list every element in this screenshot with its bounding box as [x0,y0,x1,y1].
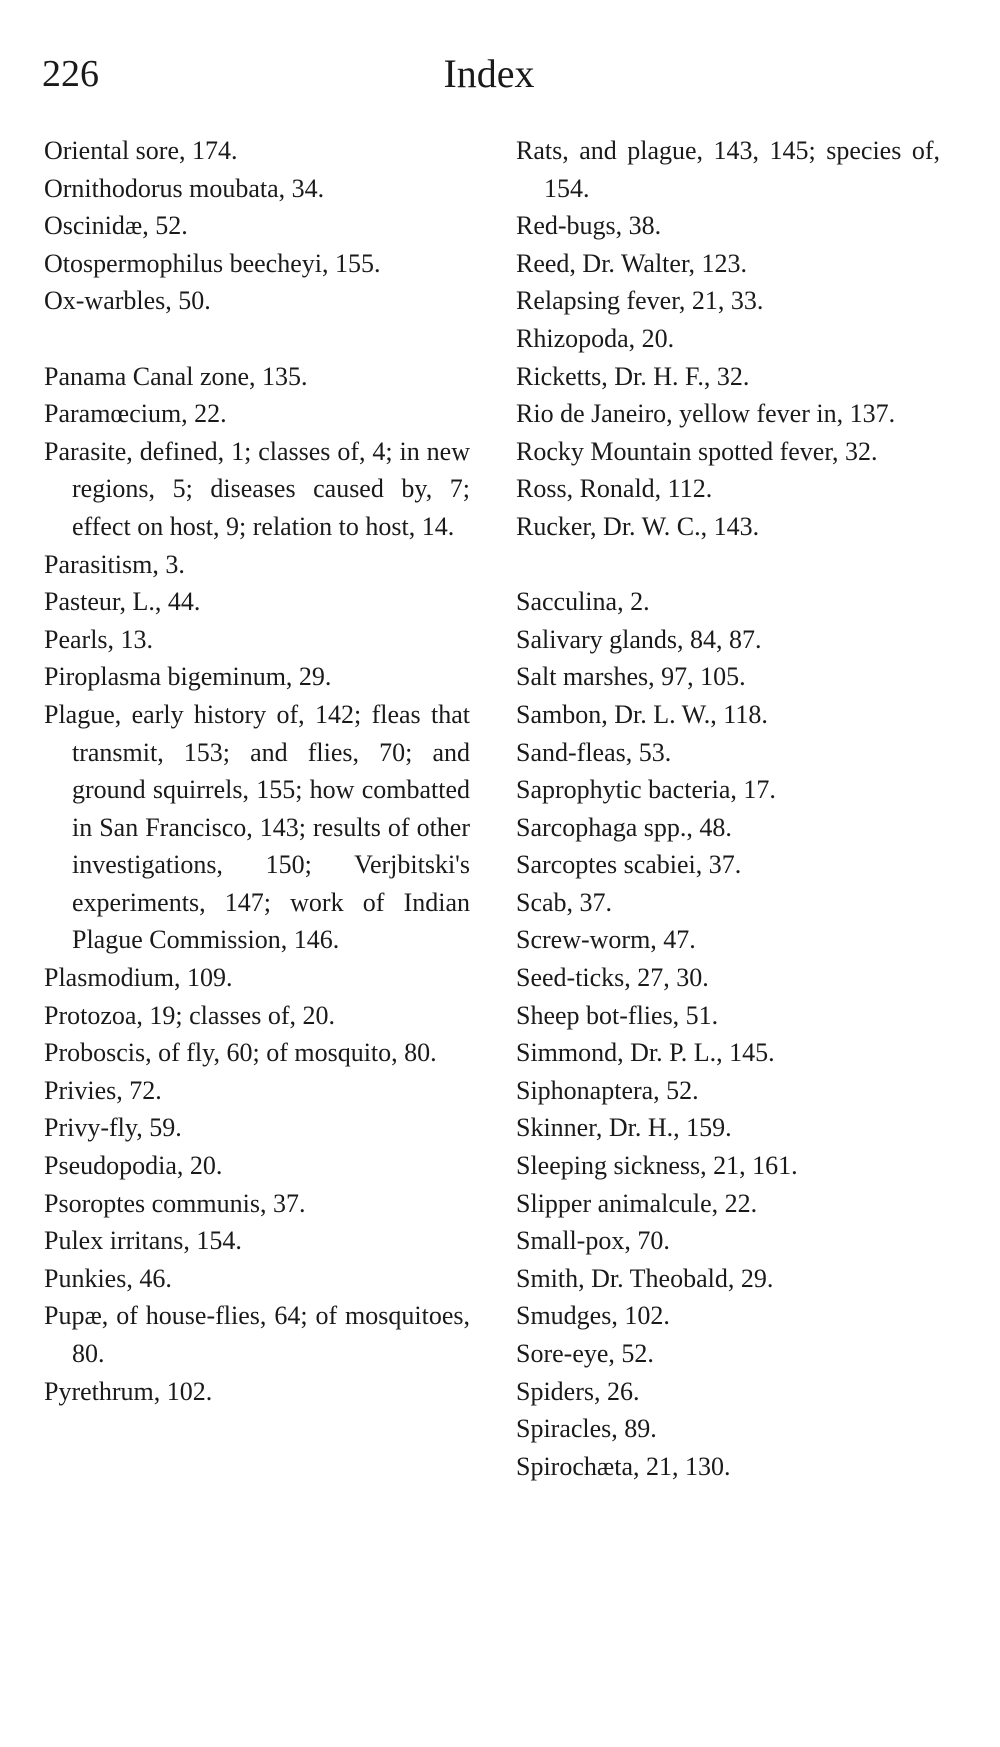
index-entry: Sleeping sickness, 21, 161. [516,1151,798,1181]
index-entry: Sambon, Dr. L. W., 118. [516,699,768,729]
index-entry: Pseudopodia, 20. [44,1151,223,1181]
index-entry: Privies, 72. [44,1075,162,1105]
index-entry: Salivary glands, 84, 87. [516,624,762,654]
index-entry: Protozoa, 19; classes of, 20. [44,1000,336,1030]
index-entry: Sore-eye, 52. [516,1339,654,1368]
index-entry: Rio de Janeiro, yellow fever in, 137. [516,399,896,429]
index-entry: Pulex irritans, 154. [44,1226,242,1256]
index-entry: Parasite, defined, 1; classes of, 4; in new regions, 5; diseases caused by, 7; effect on host, 9; relation to host, 14. [44,436,470,541]
index-entry: Plasmodium, 109. [44,963,233,993]
index-entry: Spiracles, 89. [516,1414,657,1444]
index-entry: Pupæ, of house-flies, 64; of mosquitoes, 80. [44,1301,470,1368]
index-entry: Psoroptes communis, 37. [44,1188,306,1218]
index-entry: Rucker, Dr. W. C., 143. [516,511,760,541]
index-entry: Oriental sore, 174. [44,136,238,165]
index-entry: Rats, and plague, 143, 145; species of, 154. [516,136,940,203]
index-entry: Pearls, 13. [44,624,154,654]
index-entry: Ricketts, Dr. H. F., 32. [516,361,750,391]
index-entry: Paramœcium, 22. [44,399,227,429]
index-entry: Rhizopoda, 20. [516,323,675,353]
index-entry: Ornithodorus moubata, 34. [44,173,325,203]
index-entry: Sacculina, 2. [516,587,650,617]
index-entry: Skinner, Dr. H., 159. [516,1113,732,1143]
index-entry: Red-bugs, 38. [516,211,662,241]
index-entry: Slipper animalcule, 22. [516,1188,758,1218]
index-entry: Sheep bot-flies, 51. [516,1000,719,1030]
index-entry: Sarcoptes scabiei, 37. [516,850,742,880]
index-entry: Piroplasma bigeminum, 29. [44,662,332,692]
index-entry: Siphonaptera, 52. [516,1075,699,1105]
index-entry: Punkies, 46. [44,1263,172,1293]
index-entry: Proboscis, of fly, 60; of mosquito, 80. [44,1038,437,1068]
index-entry: Panama Canal zone, 135. [44,361,308,391]
index-entry: Sand-fleas, 53. [516,737,672,767]
page-header [0,48,1000,108]
index-entry: Pasteur, L., 44. [44,587,201,617]
index-entry: Scab, 37. [516,887,613,917]
index-entry: Spiders, 26. [516,1376,640,1406]
index-entry: Seed-ticks, 27, 30. [516,963,709,993]
index-entry: Oscinidæ, 52. [44,211,188,241]
index-entry: Salt marshes, 97, 105. [516,662,746,692]
index-column-left [44,132,470,1410]
index-entry: Privy-fly, 59. [44,1113,182,1143]
index-entry: Smith, Dr. Theobald, 29. [516,1263,774,1293]
index-entry: Parasitism, 3. [44,549,185,579]
index-entry: Ox-warbles, 50. [44,286,211,316]
index-entry: Ross, Ronald, 112. [516,474,713,504]
index-entry: Reed, Dr. Walter, 123. [516,248,748,278]
page-number: 226 [42,53,99,95]
index-entry: Relapsing fever, 21, 33. [516,286,764,316]
index-entry: Plague, early history of, 142; fleas that transmit, 153; and flies, 70; and ground squirrels, 155; how combatted in San Francisco, 143; results of other investigations, 150; Verjbitski's experiments, 147; work of Indian Plague Commission, 146. [44,699,470,955]
index-entry: Spirochæta, 21, 130. [516,1451,731,1481]
index-entry: Simmond, Dr. P. L., 145. [516,1038,775,1068]
index-entry: Rocky Mountain spotted fever, 32. [516,436,878,466]
index-entry: Pyrethrum, 102. [44,1376,213,1406]
index-entry: Small-pox, 70. [516,1226,670,1256]
index-entry: Saprophytic bacteria, 17. [516,775,776,805]
index-entry: Sarcophaga spp., 48. [516,812,732,842]
page-title: Index [443,51,535,96]
index-entry: Smudges, 102. [516,1301,670,1331]
index-column-right [516,132,940,1485]
index-entry: Otospermophilus beecheyi, 155. [44,248,381,278]
index-entry: Screw-worm, 47. [516,925,696,955]
